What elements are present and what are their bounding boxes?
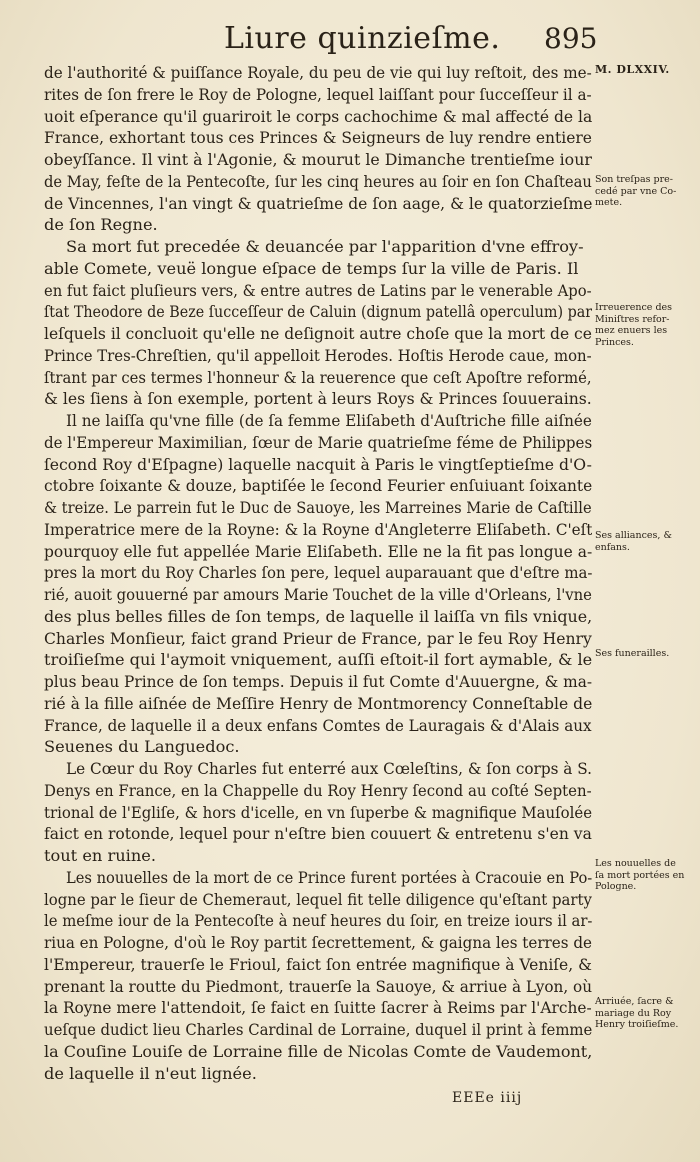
text-line: Le Cœur du Roy Charles fut enterré aux Cœleſtins, & ſon corps à S. bbox=[66, 759, 592, 778]
text-line: de l'Empereur Maximilian, ſœur de Marie quatrieſme féme de Philippes bbox=[44, 432, 592, 452]
text-line: rites de ſon frere le Roy de Pologne, lequel laiſſant pour ſucceſſeur il a- bbox=[44, 84, 592, 104]
text-line: France, exhortant tous ces Princes & Seigneurs de luy rendre entiere bbox=[44, 128, 592, 148]
page-number: 895 bbox=[544, 22, 598, 55]
text-line: en fut faict pluſieurs vers, & entre autres de Latins par le venerable Apo- bbox=[44, 280, 592, 300]
text-line: pres la mort du Roy Charles ſon pere, lequel auparauant que d'eſtre ma- bbox=[44, 563, 592, 583]
text-line: rié à la fille aiſnée de Meſſire Henry de Montmorency Conneſtable de bbox=[44, 693, 592, 713]
main-text-block bbox=[44, 62, 592, 1084]
text-line: prenant la routte du Piedmont, trauerſe la Sauoye, & arriue à Lyon, où bbox=[44, 976, 592, 996]
text-line: obeyſſance. Il vint à l'Agonie, & mourut le Dimanche trentieſme iour bbox=[44, 150, 592, 169]
running-head bbox=[0, 18, 700, 58]
text-line: l'Empereur, trauerſe le Frioul, faict ſon entrée magnifique à Veniſe, & bbox=[44, 954, 592, 974]
margin-note-funerals: Ses funerailles. bbox=[595, 648, 670, 659]
text-line: le meſme iour de la Pentecoſte à neuf heures du ſoir, en treize iours il ar- bbox=[44, 911, 592, 931]
text-line: & les ſiens à ſon exemple, portent à leurs Roys & Princes ſouuerains. bbox=[44, 389, 592, 409]
text-line: de Vincennes, l'an vingt & quatrieſme de ſon aage, & le quatorzieſme bbox=[44, 193, 592, 213]
text-line: de laquelle il n'eut lignée. bbox=[44, 1063, 257, 1083]
text-line: Sa mort fut precedée & deuancée par l'apparition d'vne effroy- bbox=[66, 237, 584, 256]
text-line: faict en rotonde, lequel pour n'eſtre bien couuert & entretenu s'en va bbox=[44, 824, 592, 844]
text-line: & treize. Le parrein fut le Duc de Sauoye, les Marreines Marie de Caſtille bbox=[44, 498, 592, 517]
text-line: Denys en France, en la Chappelle du Roy Henry ſecond au coſté Septen- bbox=[44, 780, 592, 800]
text-line: des plus belles filles de ſon temps, de laquelle il laiſſa vn fils vnique, bbox=[44, 606, 592, 626]
text-line: la Royne mere l'attendoit, ſe faict en ſuitte ſacrer à Reims par l'Arche- bbox=[44, 998, 592, 1018]
text-line: uoit eſperance qu'il guariroit le corps cachochime & mal affecté de la bbox=[44, 106, 592, 126]
margin-note-ministers: Irreuerence des Miniſtres refor- mez enuers les Princes. bbox=[595, 302, 673, 348]
running-title: Liure quinzieſme. bbox=[224, 21, 501, 56]
margin-note-coronation: Arriuée, ſacre & mariage du Roy Henry troiſieſme. bbox=[595, 996, 679, 1030]
text-line: rié, auoit gouuerné par amours Marie Touchet de la ville d'Orleans, l'vne bbox=[44, 585, 592, 604]
text-line: trional de l'Egliſe, & hors d'icelle, en vn ſuperbe & magnifique Mauſolée bbox=[44, 802, 592, 822]
text-line: ueſque dudict lieu Charles Cardinal de Lorraine, duquel il print à femme bbox=[44, 1020, 592, 1039]
text-line: pourquoy elle fut appellée Marie Eliſabeth. Elle ne la fit pas longue a- bbox=[44, 541, 592, 561]
text-line: plus beau Prince de ſon temps. Depuis il fut Comte d'Auuergne, & ma- bbox=[44, 672, 592, 691]
text-line: Charles Monſieur, faict grand Prieur de France, par le feu Roy Henry bbox=[44, 628, 592, 648]
text-line: ſecond Roy d'Eſpagne) laquelle nacquit à Paris le vingtſeptieſme d'O- bbox=[44, 454, 592, 474]
text-line: Il ne laiſſa qu'vne fille (de ſa femme Eliſabeth d'Auſtriche fille aiſnée bbox=[66, 411, 592, 430]
text-line: ſtrant par ces termes l'honneur & la reuerence que ceſt Apoſtre reformé, bbox=[44, 367, 592, 387]
margin-note-death-comet: Son treſpas pre- cedé par vne Co- mete. bbox=[595, 174, 677, 208]
text-line: riua en Pologne, d'où le Roy partit ſecrettement, & gaigna les terres de bbox=[44, 933, 592, 952]
signature-mark: EEEe iiij bbox=[452, 1090, 523, 1106]
margin-year: M. DLXXIV. bbox=[595, 63, 670, 76]
margin-note-news-poland: Les nouuelles de ſa mort portées en Pologne. bbox=[595, 858, 685, 892]
text-line: de May, feſte de la Pentecoſte, ſur les cinq heures au ſoir en ſon Chaſteau bbox=[44, 171, 592, 191]
text-line: de ſon Regne. bbox=[44, 215, 158, 235]
text-line: Seuenes du Languedoc. bbox=[44, 737, 240, 757]
text-line: ſtat Theodore de Beze ſucceſſeur de Caluin (dignum patellâ operculum) par bbox=[44, 302, 592, 322]
text-line: Imperatrice mere de la Royne: & la Royne d'Angleterre Eliſabeth. C'eſt bbox=[44, 519, 592, 539]
text-line: tout en ruine. bbox=[44, 846, 156, 865]
text-line: Prince Tres-Chreſtien, qu'il appelloit Herodes. Hoſtis Herode caue, mon- bbox=[44, 345, 592, 365]
text-line: de l'authorité & puiſſance Royale, du peu de vie qui luy reſtoit, des me- bbox=[44, 63, 592, 82]
margin-note-alliances: Ses alliances, & enfans. bbox=[595, 530, 672, 553]
text-line: logne par le ſieur de Chemeraut, lequel fit telle diligence qu'eſtant party bbox=[44, 889, 592, 909]
text-line: leſquels il concluoit qu'elle ne deſignoit autre choſe que la mort de ce bbox=[44, 324, 592, 343]
text-line: France, de laquelle il a deux enfans Comtes de Lauragais & d'Alais aux bbox=[44, 715, 592, 735]
text-line: ctobre ſoixante & douze, baptiſée le ſecond Feurier enſuiuant ſoixante bbox=[44, 476, 592, 496]
text-line: la Couſine Louiſe de Lorraine fille de Nicolas Comte de Vaudemont, bbox=[44, 1041, 592, 1061]
text-line: Les nouuelles de la mort de ce Prince furent portées à Cracouie en Po- bbox=[66, 867, 592, 887]
text-line: able Comete, veuë longue eſpace de temps ſur la ville de Paris. Il bbox=[44, 258, 579, 278]
text-line: troiſieſme qui l'aymoit vniquement, auſſi eſtoit-il fort aymable, & le bbox=[44, 650, 592, 670]
